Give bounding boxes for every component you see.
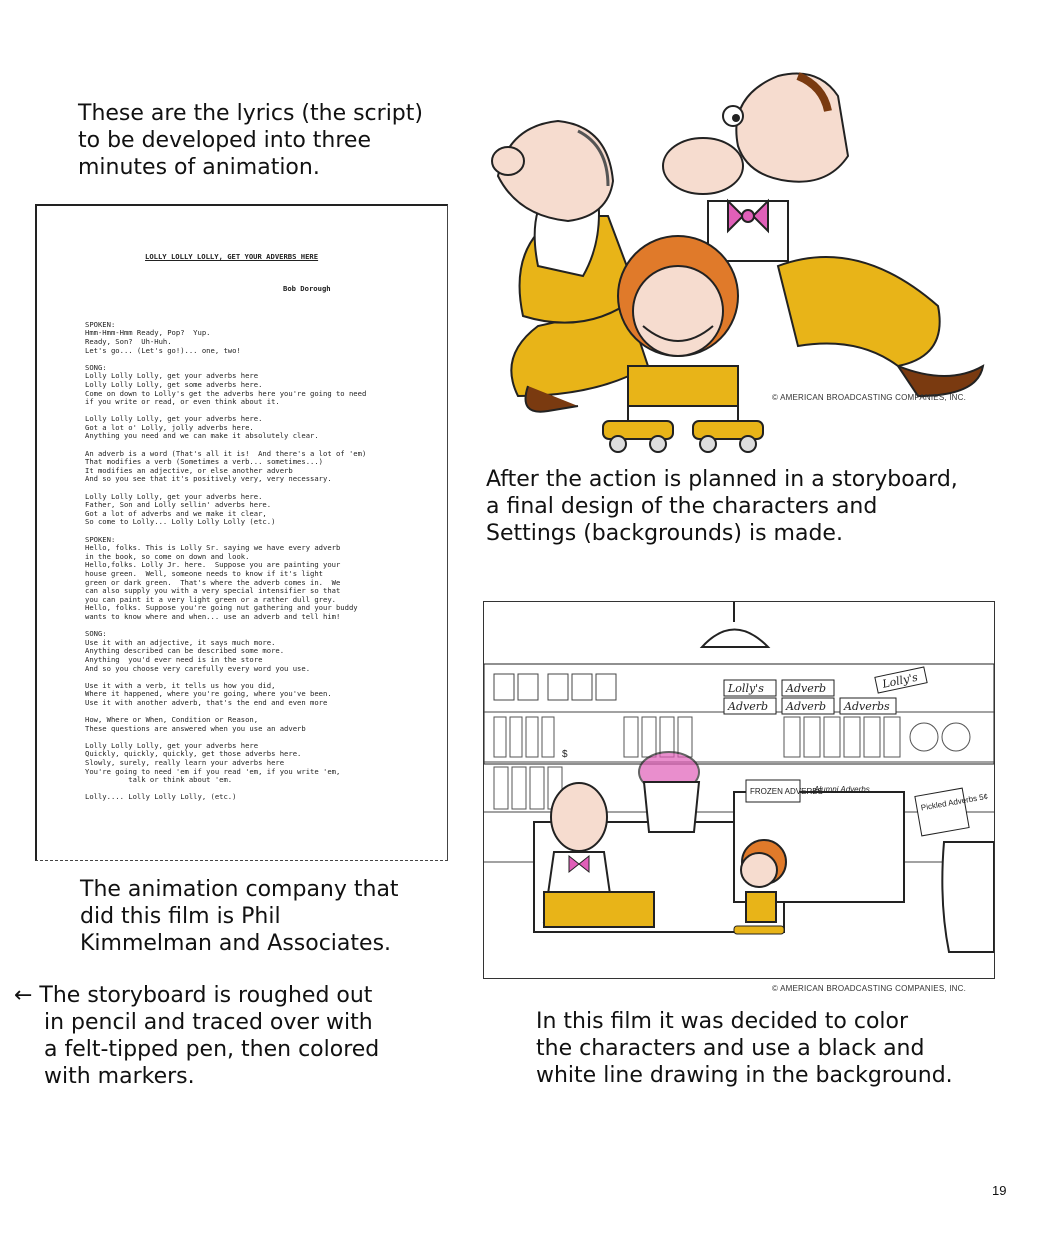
script-line: Hmm-Hmm-Hmm Ready, Pop? Yup.: [85, 328, 211, 338]
script-line: These questions are answered when you use an adverb: [85, 723, 306, 733]
script-line: Slowly, surely, really learn your adverbs here: [85, 758, 285, 768]
script-stanza: [85, 716, 465, 733]
script-line: Use it with a verb, it tells us how you did,: [85, 680, 276, 690]
script-line: How, Where or When, Condition or Reason,: [85, 715, 259, 725]
script-sheet: [35, 204, 448, 861]
page-number: 19: [992, 1183, 1007, 1198]
script-title: LOLLY LOLLY LOLLY, GET YOUR ADVERBS HERE: [145, 252, 319, 262]
script-stanza: [85, 630, 465, 673]
copyright-credit: © AMERICAN BROADCASTING COMPANIES, INC.: [772, 984, 967, 993]
script-line: Let's go... (Let's go!)... one, two!: [85, 345, 241, 355]
script-stanza: [85, 450, 465, 484]
script-line: So come to Lolly... Lolly Lolly Lolly (etc.): [85, 517, 276, 527]
design-caption-line: After the action is planned in a storyboard,: [486, 467, 958, 492]
script-line: Quickly, quickly, quickly, get those adverbs here.: [85, 749, 302, 759]
company-caption-line: did this film is Phil: [80, 904, 281, 929]
script-line: you can paint it a very light green or a rather dull grey.: [85, 594, 336, 604]
lolly-senior-character: [492, 121, 648, 412]
script-line: Lolly Lolly Lolly, get some adverbs here.: [85, 379, 263, 389]
intro-caption-line: These are the lyrics (the script): [78, 101, 423, 126]
storyboard-caption-line: a felt-tipped pen, then colored: [44, 1037, 380, 1062]
script-stanza: [85, 415, 465, 441]
copyright-credit: © AMERICAN BROADCASTING COMPANIES, INC.: [772, 393, 967, 402]
intro-caption-line: minutes of animation.: [78, 155, 320, 180]
script-stanza: [85, 364, 465, 407]
company-caption-line: The animation company that: [80, 877, 399, 902]
background-caption-line: the characters and use a black and: [536, 1036, 925, 1061]
intro-caption-line: to be developed into three: [78, 128, 371, 153]
storyboard-caption-line: in pencil and traced over with: [44, 1010, 373, 1035]
script-line: Use it with an adjective, it says much more.: [85, 637, 276, 647]
script-line: Hello, folks. Suppose you're going nut gathering and your buddy: [85, 603, 358, 613]
background-caption: [536, 1008, 953, 1089]
script-line: Got a lot of adverbs and we make it clear,: [85, 508, 267, 518]
script-line: SONG:: [85, 629, 107, 639]
script-line: Ready, Son? Uh-Huh.: [85, 336, 172, 346]
store-sign: Adverb: [728, 700, 769, 713]
script-line: SPOKEN:: [85, 534, 116, 544]
script-line: if you write or read, or even think about it.: [85, 397, 280, 407]
script-line: Got a lot o' Lolly, jolly adverbs here.: [85, 422, 254, 432]
intro-caption: [78, 100, 423, 181]
background-caption-line: white line drawing in the background.: [536, 1063, 953, 1088]
company-caption-line: Kimmelman and Associates.: [80, 931, 392, 956]
script-line: Use it with another adverb, that's the end and even more: [85, 697, 328, 707]
store-sign: Lolly's: [881, 670, 919, 691]
store-sign: Adverb: [786, 700, 827, 713]
script-line: SPOKEN:: [85, 319, 116, 329]
script-line: Come on down to Lolly's get the adverbs here you're going to need: [85, 388, 367, 398]
store-sign: Lolly's: [728, 682, 764, 695]
script-line: Lolly.... Lolly Lolly Lolly, (etc.): [85, 792, 237, 802]
script-line: talk or think about 'em.: [85, 775, 233, 785]
script-stanza: [85, 742, 465, 785]
design-caption: [486, 466, 958, 547]
script-line: wants to know where and when... use an adverb and tell him!: [85, 611, 341, 621]
script-line: Lolly Lolly Lolly, get your adverbs here: [85, 740, 259, 750]
script-stanza: [85, 536, 465, 622]
background-caption-line: In this film it was decided to color: [536, 1009, 909, 1034]
script-line: Anything described can be described some more.: [85, 646, 285, 656]
script-line: SONG:: [85, 362, 107, 372]
script-line: green or dark green. That's where the adverb comes in. We: [85, 577, 341, 587]
design-caption-line: Settings (backgrounds) is made.: [486, 521, 843, 546]
script-line: And so you choose very carefully every word you use.: [85, 663, 311, 673]
store-sign: Adverbs: [844, 700, 890, 713]
script-line: Where it happened, where you're going, where you've been.: [85, 689, 332, 699]
script-line: can also supply you with a very special intensifier so that: [85, 586, 341, 596]
script-stanza: [85, 493, 465, 527]
storyboard-caption: [14, 982, 379, 1090]
script-line: in the book, so come on down and look.: [85, 551, 250, 561]
script-line: Hello, folks. This is Lolly Sr. saying we have every adverb: [85, 543, 341, 553]
script-line: Anything you need and we can make it absolutely clear.: [85, 431, 319, 441]
script-line: Father, Son and Lolly sellin' adverbs here.: [85, 500, 272, 510]
script-line: house green. Well, someone needs to know if it's light: [85, 568, 323, 578]
script-author: Bob Dorough: [283, 283, 331, 293]
storyboard-caption-line: with markers.: [44, 1064, 195, 1089]
script-line: Lolly Lolly Lolly, get your adverbs here.: [85, 491, 263, 501]
design-caption-line: a final design of the characters and: [486, 494, 878, 519]
pickled-adverbs-sign: Pickled Adverbs 5¢: [920, 791, 989, 813]
script-line: Lolly Lolly Lolly, get your adverbs here.: [85, 414, 263, 424]
script-line: Hello,folks. Lolly Jr. here. Suppose you are painting your: [85, 560, 341, 570]
script-line: It modifies an adjective, or else another adverb: [85, 465, 293, 475]
script-line: And so you see that it's positively very, very necessary.: [85, 474, 332, 484]
store-sign: Adverb: [786, 682, 827, 695]
store-background-illustration: [483, 601, 995, 979]
storyboard-caption-line: ← The storyboard is roughed out: [14, 983, 373, 1008]
script-line: You're going to need 'em if you read 'em, if you write 'em,: [85, 766, 341, 776]
company-caption: [80, 876, 399, 957]
script-stanza: [85, 793, 465, 802]
script-line: Anything you'd ever need is in the store: [85, 654, 263, 664]
script-stanza: [85, 321, 465, 355]
frozen-adverbs-sign: FROZEN ADVERBS: [750, 787, 823, 796]
script-stanzas: [85, 321, 465, 802]
lolly-middle-character: [663, 74, 983, 397]
alumni-sign: Alumni Adverbs: [814, 785, 870, 794]
script-text: [85, 236, 465, 828]
script-line: That modifies a verb (Sometimes a verb... sometimes...): [85, 457, 323, 467]
price-sign: $: [562, 749, 568, 760]
script-stanza: [85, 682, 465, 708]
script-line: An adverb is a word (That's all it is! And there's a lot of 'em): [85, 448, 367, 458]
script-line: Lolly Lolly Lolly, get your adverbs here: [85, 371, 259, 381]
